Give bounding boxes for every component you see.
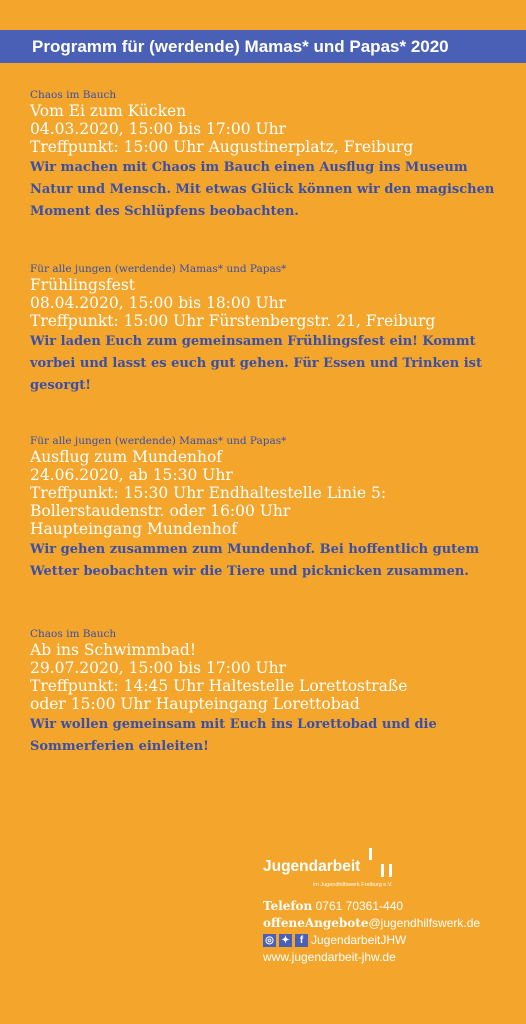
- jugendarbeit-logo: [263, 848, 523, 898]
- social-row: [263, 932, 523, 949]
- twitter-icon[interactable]: ✦: [279, 934, 292, 947]
- event-title: Ausflug zum Mundenhof: [30, 448, 223, 466]
- event-date: 29.07.2020, 15:00 bis 17:00 Uhr: [30, 659, 287, 677]
- event-tag: Für alle jungen (werdende) Mamas* und Papas*: [30, 263, 287, 275]
- event-meeting-point: Treffpunkt: 14:45 Uhr Haltestelle Lorettostraße oder 15:00 Uhr Haupteingang Lorettobad: [30, 677, 408, 713]
- logo-bars-icon: [369, 848, 399, 876]
- email-line[interactable]: [263, 915, 523, 932]
- event-meeting-point: Treffpunkt: 15:00 Uhr Fürstenbergstr. 21, Freiburg: [30, 312, 436, 330]
- email-user: offeneAngebote: [263, 916, 369, 930]
- event-date: 04.03.2020, 15:00 bis 17:00 Uhr: [30, 120, 287, 138]
- contact-info: [263, 898, 523, 966]
- event-tag: Für alle jungen (werdende) Mamas* und Papas*: [30, 435, 287, 447]
- phone-number[interactable]: 0761 70361-440: [315, 899, 404, 913]
- event-block: [30, 434, 510, 583]
- event-meeting-point: Treffpunkt: 15:30 Uhr Endhaltestelle Linie 5: Bollerstaudenstr. oder 16:00 Uhr Haupteingang Mundenhof: [30, 484, 387, 538]
- event-tag: Chaos im Bauch: [30, 89, 117, 101]
- event-description: Wir machen mit Chaos im Bauch einen Ausflug ins Museum Natur und Mensch. Mit etwas Glück können wir den magischen Moment des Schlüpfens beobachten.: [30, 160, 495, 219]
- event-description: Wir laden Euch zum gemeinsamen Frühlingsfest ein! Kommt vorbei und lasst es euch gut gehen. Für Essen und Trinken ist gesorgt!: [30, 334, 482, 393]
- event-title: Vom Ei zum Kücken: [30, 102, 187, 120]
- logo-text: Jugendarbeit: [263, 858, 361, 875]
- event-tag: Chaos im Bauch: [30, 628, 117, 640]
- footer: [263, 848, 523, 966]
- instagram-icon[interactable]: ◎: [263, 934, 276, 947]
- event-date: 24.06.2020, ab 15:30 Uhr: [30, 466, 233, 484]
- website-link[interactable]: www.jugendarbeit-jhw.de: [263, 950, 396, 964]
- event-block: [30, 627, 510, 758]
- facebook-icon[interactable]: f: [295, 934, 308, 947]
- event-description: Wir wollen gemeinsam mit Euch ins Lorettobad und die Sommerferien einleiten!: [30, 717, 437, 754]
- page-title: Programm für (werdende) Mamas* und Papas* 2020: [0, 30, 526, 63]
- event-date: 08.04.2020, 15:00 bis 18:00 Uhr: [30, 294, 287, 312]
- logo-subtitle: im Jugendhilfswerk Freiburg e.V.: [313, 882, 393, 888]
- event-title: Frühlingsfest: [30, 276, 135, 294]
- event-title: Ab ins Schwimmbad!: [30, 641, 197, 659]
- event-block: [30, 88, 510, 223]
- event-block: [30, 262, 510, 397]
- social-handle[interactable]: JugendarbeitJHW: [311, 933, 407, 947]
- event-meeting-point: Treffpunkt: 15:00 Uhr Augustinerplatz, Freiburg: [30, 138, 414, 156]
- email-domain: @jugendhilfswerk.de: [368, 916, 481, 930]
- event-description: Wir gehen zusammen zum Mundenhof. Bei hoffentlich gutem Wetter beobachten wir die Tiere und picknicken zusammen.: [30, 542, 480, 579]
- phone-label: Telefon: [263, 899, 313, 913]
- phone-line: [263, 898, 523, 915]
